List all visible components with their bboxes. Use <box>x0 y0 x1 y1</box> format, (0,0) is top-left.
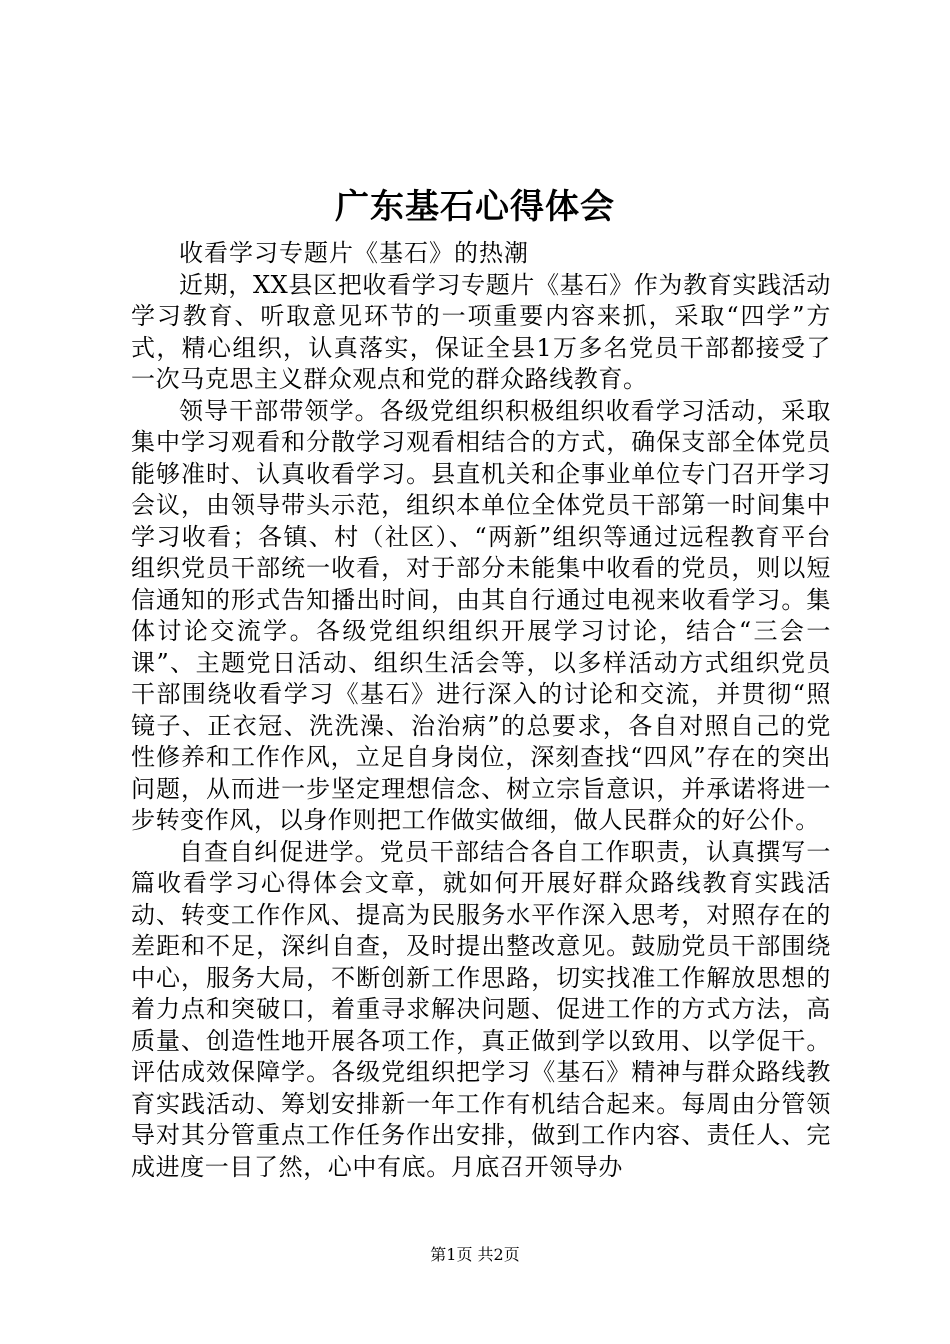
document-title: 广东基石心得体会 <box>335 187 615 227</box>
paragraph-leaders-study: 领导干部带领学。各级党组织积极组织收看学习活动，采取集中学习观看和分散学习观看相结合的方式，确保支部全体党员能够准时、认真收看学习。县直机关和企事业单位专门召开学习会议，由领导带头示范，组织本单位全体党员干部第一时间集中学习收看；各镇、村（社区）、“两新”组织等通过远程教育平台组织党员干部统一收看，对于部分未能集中收看的党员，则以短信通知的形式告知播出时间，由其自行通过电视来收看学习。集体讨论交流学。各级党组织组织开展学习讨论，结合“三会一课”、主题党日活动、组织生活会等，以多样活动方式组织党员干部围绕收看学习《基石》进行深入的讨论和交流，并贯彻“照镜子、正衣冠、洗洗澡、治治病”的总要求，各自对照自己的党性修养和工作作风，立足自身岗位，深刻查找“四风”存在的突出问题，从而进一步坚定理想信念、树立宗旨意识，并承诺将进一步转变作风，以身作则把工作做实做细，做人民群众的好公仆。 <box>131 396 831 834</box>
page-number: 第1页 共2页 <box>430 1245 520 1264</box>
document-body <box>131 238 831 1183</box>
paragraph-intro: 近期，XX县区把收看学习专题片《基石》作为教育实践活动学习教育、听取意见环节的一项重要内容来抓，采取“四学”方式，精心组织，认真落实，保证全县1万多名党员干部都接受了一次马克思主义群众观点和党的群众路线教育。 <box>131 270 831 393</box>
paragraph-self-check-study: 自查自纠促进学。党员干部结合各自工作职责，认真撰写一篇收看学习心得体会文章，就如何开展好群众路线教育实践活动、转变工作作风、提高为民服务水平作深入思考，对照存在的差距和不足，深纠自查，及时提出整改意见。鼓励党员干部围绕中心，服务大局，不断创新工作思路，切实找准工作解放思想的着力点和突破口，着重寻求解决问题、促进工作的方式方法，高质量、创造性地开展各项工作，真正做到学以致用、以学促干。评估成效保障学。各级党组织把学习《基石》精神与群众路线教育实践活动、筹划安排新一年工作有机结合起来。每周由分管领导对其分管重点工作任务作出安排，做到工作内容、责任人、完成进度一目了然，心中有底。月底召开领导办 <box>131 837 831 1181</box>
document-subtitle: 收看学习专题片《基石》的热潮 <box>179 239 529 267</box>
